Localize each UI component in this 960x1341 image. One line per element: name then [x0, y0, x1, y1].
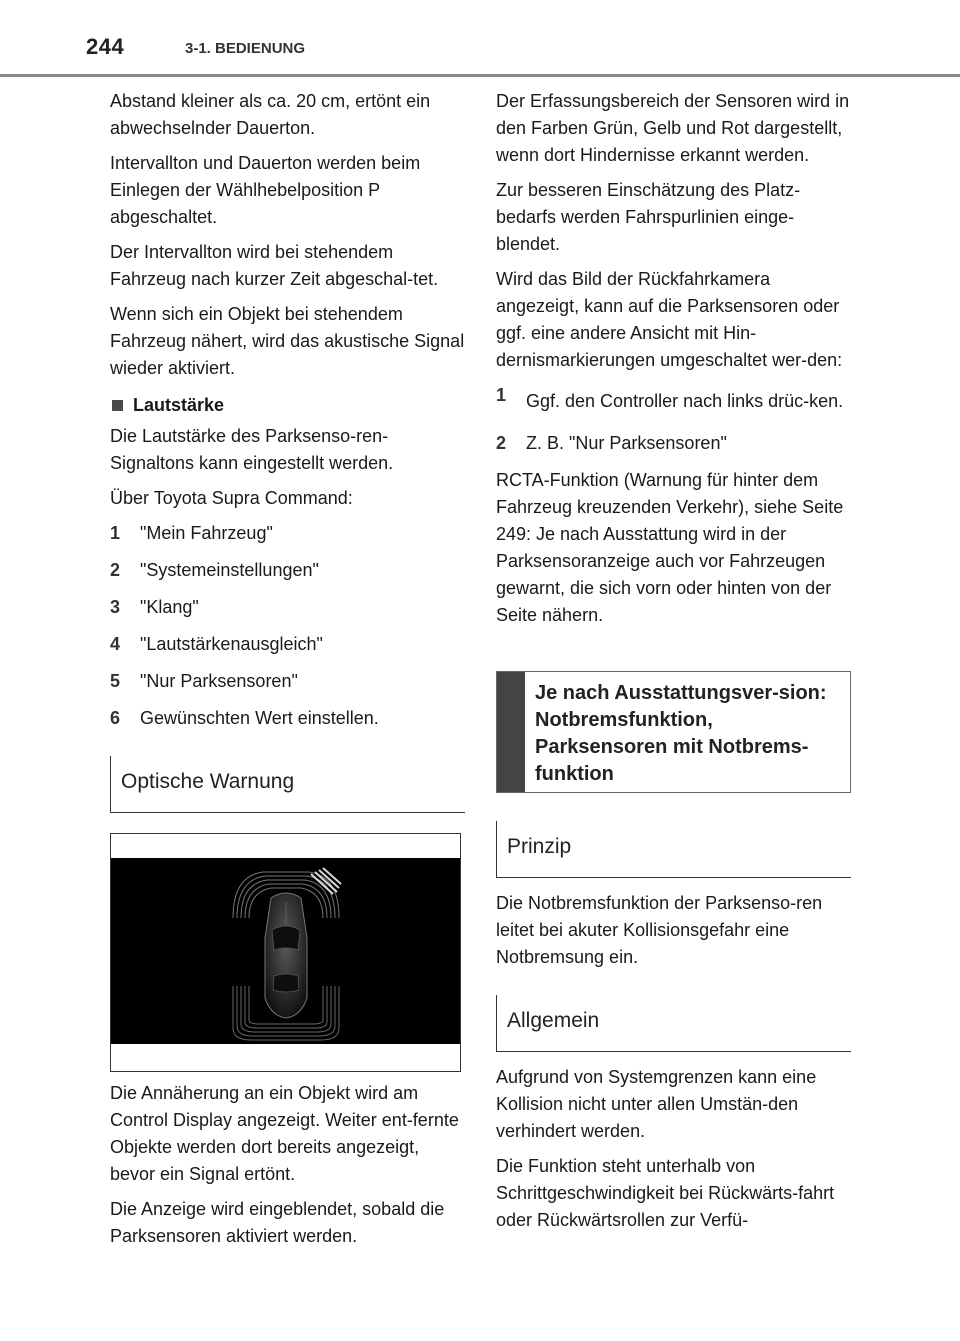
- step-text: Z. B. "Nur Parksensoren": [526, 433, 727, 453]
- section-title-optische-warnung: Optische Warnung: [110, 756, 465, 813]
- car-icon: [265, 893, 307, 1018]
- paragraph: Wird das Bild der Rückfahrkamera angezeigt, kann auf die Parksensoren oder ggf. eine andere Ansicht mit Hin-dernismarkierungen umgeschaltet wer-den:: [496, 269, 843, 370]
- paragraph: Die Funktion steht unterhalb von Schrittgeschwindigkeit bei Rückwärts-fahrt oder Rückwärtsrollen zur Verfü-: [496, 1156, 835, 1230]
- step-number: 2: [496, 433, 507, 453]
- chapter-title: 3-1. BEDIENUNG: [185, 40, 306, 57]
- subheading-label: Lautstärke: [133, 395, 225, 415]
- paragraph: Die Lautstärke des Parksenso-ren-Signaltons kann eingestellt werden.: [110, 426, 394, 473]
- step-text: "Lautstärkenausgleich": [140, 634, 323, 654]
- feature-callout-box: [496, 671, 851, 793]
- right-column: [496, 88, 851, 1242]
- subheading-lautstaerke: [110, 392, 465, 419]
- paragraph: Wenn sich ein Objekt bei stehendem Fahrzeug nähert, wird das akustische Signal wieder aktiviert.: [110, 304, 465, 378]
- paragraph: Die Annäherung an ein Objekt wird am Control Display angezeigt. Weiter ent-fernte Objekte werden dort bereits angezeigt, bevor ein Signal ertönt.: [110, 1083, 459, 1184]
- car-top-view-illustration: [111, 858, 460, 1044]
- control-display-image: [111, 858, 460, 1044]
- step-item: [496, 382, 851, 420]
- paragraph: Über Toyota Supra Command:: [110, 488, 353, 508]
- paragraph: Der Intervallton wird bei stehendem Fahrzeug nach kurzer Zeit abgeschal-tet.: [110, 242, 439, 289]
- section-title-prinzip: Prinzip: [496, 821, 851, 878]
- front-right-sensor-warning: [311, 868, 341, 894]
- step-number: 4: [110, 634, 121, 654]
- paragraph: Die Anzeige wird eingeblendet, sobald die Parksensoren aktiviert werden.: [110, 1199, 445, 1246]
- step-item: [110, 705, 465, 732]
- paragraph: Die Notbremsfunktion der Parksenso-ren leitet bei akuter Kollisionsgefahr eine Notbremsung ein.: [496, 893, 823, 967]
- park-sensor-display-figure: [110, 833, 461, 1072]
- paragraph: Intervallton und Dauerton werden beim Einlegen der Wählhebelposition P abgeschaltet.: [110, 153, 421, 227]
- step-text: Gewünschten Wert einstellen.: [140, 708, 379, 728]
- step-number: 5: [110, 671, 121, 691]
- left-column: [110, 88, 465, 1258]
- callout-title: Je nach Ausstattungsver-sion: Notbremsfunktion, Parksensoren mit Notbrems-funktion: [535, 682, 827, 785]
- page-header: [0, 0, 960, 80]
- step-text: "Mein Fahrzeug": [140, 523, 273, 543]
- header-divider: [0, 74, 960, 77]
- step-item: [110, 520, 465, 547]
- paragraph: Abstand kleiner als ca. 20 cm, ertönt ein abwechselnder Dauerton.: [110, 91, 431, 138]
- step-number: 1: [496, 385, 507, 405]
- step-item: [110, 668, 465, 695]
- step-number: 1: [110, 523, 121, 543]
- paragraph: Der Erfassungsbereich der Sensoren wird in den Farben Grün, Gelb und Rot dargestellt, wenn dort Hindernisse erkannt werden.: [496, 91, 850, 165]
- step-number: 3: [110, 597, 121, 617]
- step-number: 2: [110, 560, 121, 580]
- paragraph: Zur besseren Einschätzung des Platz-bedarfs werden Fahrspurlinien einge-blendet.: [496, 180, 801, 254]
- step-item: [496, 430, 851, 457]
- paragraph: Aufgrund von Systemgrenzen kann eine Kollision nicht unter allen Umstän-den verhindert werden.: [496, 1067, 817, 1141]
- step-text: "Klang": [140, 597, 199, 617]
- step-text: "Systemeinstellungen": [140, 560, 319, 580]
- page-number: 244: [86, 34, 125, 59]
- square-bullet-icon: [112, 400, 123, 411]
- section-title-allgemein: Allgemein: [496, 995, 851, 1052]
- step-text: Ggf. den Controller nach links drüc-ken.: [526, 391, 844, 411]
- callout-bar: [497, 672, 525, 792]
- step-item: [110, 594, 465, 621]
- step-text: "Nur Parksensoren": [140, 671, 298, 691]
- step-number: 6: [110, 708, 121, 728]
- paragraph: RCTA-Funktion (Warnung für hinter dem Fahrzeug kreuzenden Verkehr), siehe Seite 249: Je nach Ausstattung wird in der Parksensoranzeige auch vor Fahrzeugen gewarnt, die sich vorn oder hinten von der Seite nähern.: [496, 470, 844, 625]
- step-item: [110, 631, 465, 658]
- step-item: [110, 557, 465, 584]
